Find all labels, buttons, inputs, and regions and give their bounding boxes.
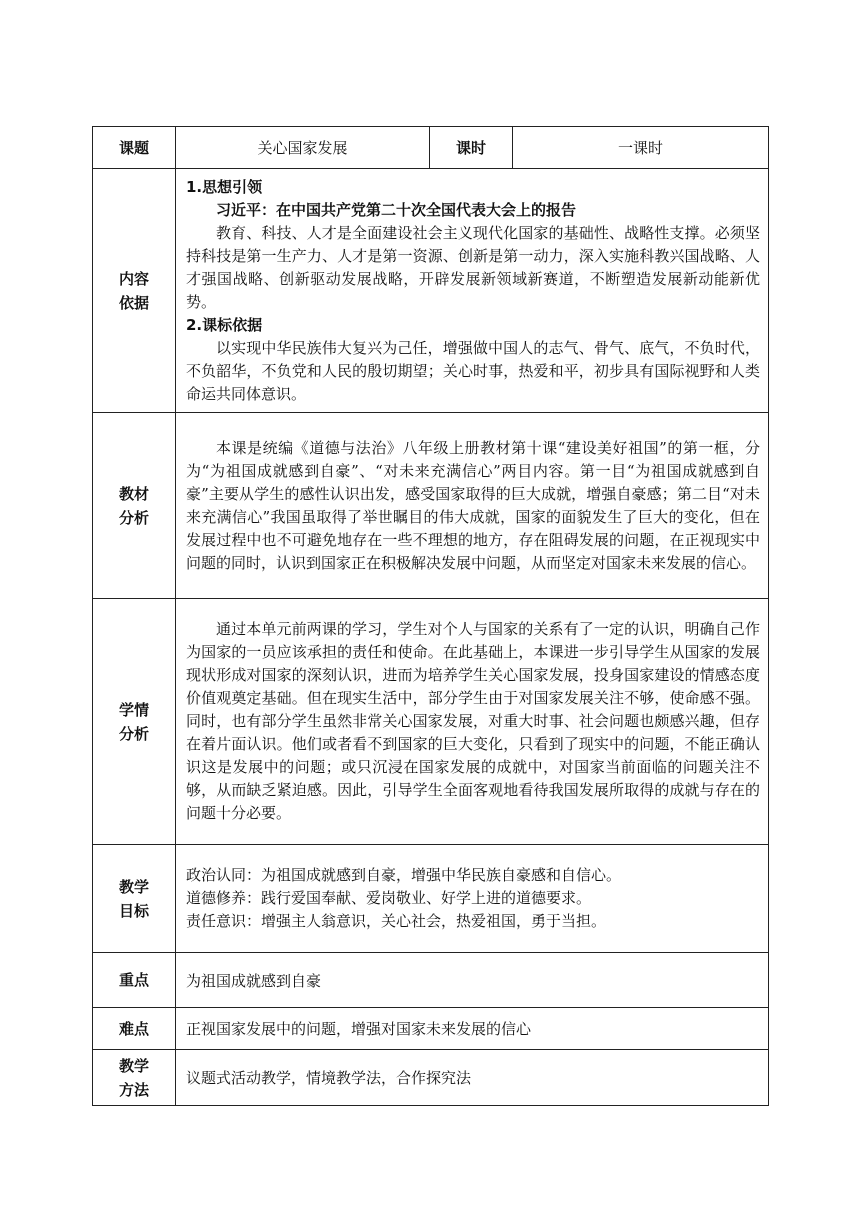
- goals-label-line2: 目标: [118, 901, 149, 920]
- textbook-label-line2: 分析: [118, 508, 149, 527]
- lesson-plan-table: [92, 126, 769, 1106]
- method-label: [93, 1050, 176, 1106]
- basis-label-line2: 依据: [118, 293, 149, 312]
- goal-item: 道德修养：践行爱国奉献、爱岗敬业、好学上进的道德要求。: [186, 889, 592, 907]
- goal-item: 政治认同：为祖国成就感到自豪，增强中华民族自豪感和自信心。: [186, 866, 622, 884]
- difficulty-label: 难点: [93, 1008, 176, 1050]
- textbook-label: [93, 413, 176, 599]
- goals-label: [93, 845, 176, 953]
- students-row: [93, 599, 769, 845]
- basis-row: [93, 169, 769, 413]
- difficulty-text: 正视国家发展中的问题，增强对国家未来发展的信心: [176, 1008, 769, 1050]
- key-point-text: 为祖国成就感到自豪: [176, 953, 769, 1008]
- students-label-line1: 学情: [118, 700, 149, 719]
- goals-content: [176, 845, 769, 953]
- basis-subheading: 习近平：在中国共产党第二十次全国代表大会上的报告: [216, 200, 577, 219]
- basis-label: [93, 169, 176, 413]
- method-row: [93, 1050, 769, 1106]
- textbook-row: [93, 413, 769, 599]
- key-point-label: 重点: [93, 953, 176, 1008]
- textbook-content: [176, 413, 769, 599]
- method-text: 议题式活动教学，情境教学法，合作探究法: [176, 1050, 769, 1106]
- students-paragraph: 通过本单元前两课的学习，学生对个人与国家的关系有了一定的认识，明确自己作为国家的一员应该承担的责任和使命。在此基础上，本课进一步引导学生从国家的发展现状形成对国家的深刻认识，进而为培养学生关心国家发展，投身国家建设的情感态度价值观奠定基础。但在现实生活中，部分学生由于对国家发展关注不够，使命感不强。同时，也有部分学生虽然非常关心国家发展，对重大时事、社会问题也颇感兴趣，但存在着片面认识。他们或者看不到国家的巨大变化，只看到了现实中的问题，不能正确认识这是发展中的问题；或只沉浸在国家发展的成就中，对国家当前面临的问题关注不够，从而缺乏紧迫感。因此，引导学生全面客观地看待我国发展所取得的成就与存在的问题十分必要。: [186, 620, 760, 822]
- basis-label-line1: 内容: [118, 269, 149, 288]
- textbook-paragraph: 本课是统编《道德与法治》八年级上册教材第十课“建设美好祖国”的第一框，分为“为祖国成就感到自豪”、“对未来充满信心”两目内容。第一目“为祖国成就感到自豪”主要从学生的感性认识出发，感受国家取得的巨大成就，增强自豪感；第二目“对未来充满信心”我国虽取得了举世瞩目的伟大成就，国家的面貌发生了巨大的变化，但在发展过程中也不可避免地存在一些不理想的地方，存在阻碍发展的问题，在正视现实中问题的同时，认识到国家正在积极解决发展中问题，从而坚定对国家未来发展的信心。: [186, 438, 760, 572]
- method-label-line2: 方法: [118, 1080, 149, 1099]
- period-value: 一课时: [513, 127, 769, 169]
- students-label: [93, 599, 176, 845]
- students-label-line2: 分析: [118, 724, 149, 743]
- basis-paragraph-1: 教育、科技、人才是全面建设社会主义现代化国家的基础性、战略性支撑。必须坚持科技是第一生产力、人才是第一资源、创新是第一动力，深入实施科教兴国战略、人才强国战略、创新驱动发展战略，开辟发展新领域新赛道，不断塑造发展新动能新优势。: [186, 223, 760, 311]
- basis-heading-1: 1.思想引领: [186, 177, 263, 196]
- students-content: [176, 599, 769, 845]
- goal-item: 责任意识：增强主人翁意识，关心社会，热爱祖国，勇于当担。: [186, 912, 607, 930]
- topic-row: [93, 127, 769, 169]
- goals-label-line1: 教学: [118, 877, 149, 896]
- basis-paragraph-2: 以实现中华民族伟大复兴为己任，增强做中国人的志气、骨气、底气，不负时代，不负韶华，不负党和人民的殷切期望；关心时事，热爱和平，初步具有国际视野和人类命运共同体意识。: [186, 338, 760, 403]
- key-point-row: [93, 953, 769, 1008]
- topic-value: 关心国家发展: [176, 127, 430, 169]
- topic-label: 课题: [93, 127, 176, 169]
- period-label: 课时: [430, 127, 513, 169]
- basis-content: [176, 169, 769, 413]
- textbook-label-line1: 教材: [118, 484, 149, 503]
- basis-heading-2: 2.课标依据: [186, 315, 263, 334]
- goals-row: [93, 845, 769, 953]
- method-label-line1: 教学: [118, 1056, 149, 1075]
- difficulty-row: [93, 1008, 769, 1050]
